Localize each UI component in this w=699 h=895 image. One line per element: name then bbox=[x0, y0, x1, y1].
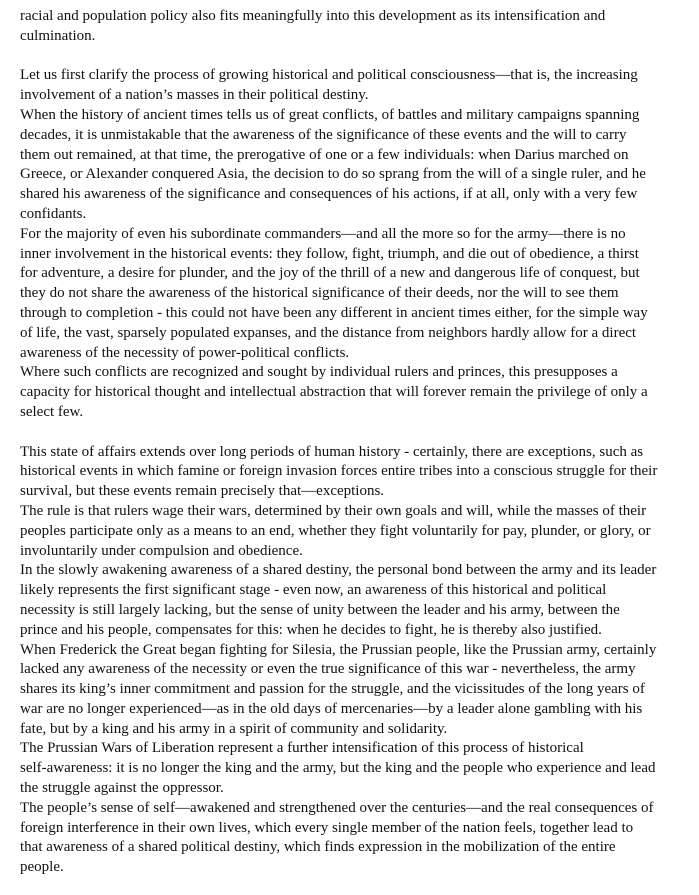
text-line: capacity for historical thought and intellectual abstraction that will forever remain the privilege of only a bbox=[20, 384, 648, 401]
text-line: The rule is that rulers wage their wars, determined by their own goals and will, while the masses of their bbox=[20, 502, 647, 519]
text-line: the struggle against the oppressor. bbox=[20, 780, 224, 797]
paragraph-8 bbox=[20, 561, 685, 640]
text-line: historical events in which famine or foreign invasion forces entire tribes into a conscious struggle for their bbox=[20, 463, 658, 480]
paragraph-10 bbox=[20, 739, 685, 798]
text-line: Let us first clarify the process of growing historical and political consciousness—that is, the increasing bbox=[20, 67, 638, 84]
text-line: racial and population policy also fits meaningfully into this development as its intensification and bbox=[20, 8, 606, 24]
text-line: select few. bbox=[20, 403, 84, 420]
text-line: When Frederick the Great began fighting for Silesia, the Prussian people, like the Prussian army, certainly bbox=[20, 641, 657, 658]
text-line: them out remained, at that time, the prerogative of one or a few individuals: when Darius marched on bbox=[20, 146, 629, 163]
text-line: fate, but by a king and his army in a spirit of community and solidarity. bbox=[20, 720, 448, 737]
text-line: through to completion - this could not have been any different in ancient times either, for the simple way bbox=[20, 304, 648, 321]
text-line: war are no longer experienced—as in the old days of mercenaries—by a leader alone gambling with his bbox=[20, 700, 643, 717]
paragraph-1 bbox=[20, 7, 685, 47]
text-line: shares its king’s inner commitment and passion for the struggle, and the vicissitudes of the long years of bbox=[20, 681, 645, 698]
paragraph-7 bbox=[20, 502, 685, 561]
paragraph-2 bbox=[20, 66, 685, 106]
text-line: Greece, or Alexander conquered Asia, the decision to do so sprang from the will of a single ruler, and he bbox=[20, 166, 646, 183]
text-line: For the majority of even his subordinate commanders—and all the more so for the army—there is no bbox=[20, 225, 626, 242]
paragraph-11 bbox=[20, 799, 685, 878]
text-line: Where such conflicts are recognized and sought by individual rulers and princes, this presupposes a bbox=[20, 364, 618, 381]
text-line: shared his awareness of the significance and consequences of his actions, if at all, only with a very few bbox=[20, 186, 638, 203]
text-line: When the history of ancient times tells us of great conflicts, of battles and military campaigns spanning bbox=[20, 106, 640, 123]
text-line: survival, but these events remain precisely that—exceptions. bbox=[20, 483, 385, 500]
text-line: awareness of the necessity of power-political conflicts. bbox=[20, 344, 350, 361]
paragraph-3 bbox=[20, 106, 685, 225]
document-body bbox=[20, 7, 685, 878]
paragraph-spacer bbox=[20, 423, 685, 443]
text-line: for adventure, a desire for plunder, and the joy of the thrill of a new and dangerous life of conquest, but bbox=[20, 265, 640, 282]
text-line: peoples participate only as a means to an end, whether they fight voluntarily for pay, plunder, or glory, or bbox=[20, 522, 651, 539]
text-line: they do not share the awareness of the historical significance of their deeds, nor the will to see them bbox=[20, 285, 619, 302]
text-line: prince and his people, compensates for this: when he decides to fight, he is thereby also justified. bbox=[20, 621, 602, 638]
paragraph-4 bbox=[20, 225, 685, 364]
text-line: The people’s sense of self—awakened and strengthened over the centuries—and the real consequences of bbox=[20, 799, 654, 816]
text-line: In the slowly awakening awareness of a shared destiny, the personal bond between the army and its leader bbox=[20, 562, 657, 579]
text-line: of life, the vast, sparsely populated expanses, and the distance from neighbors hardly allow for a direct bbox=[20, 324, 637, 341]
text-line: people. bbox=[20, 859, 64, 876]
text-line: culmination. bbox=[20, 27, 96, 44]
paragraph-5 bbox=[20, 363, 685, 422]
text-line: necessity is still largely lacking, but the sense of unity between the leader and his army, between the bbox=[20, 601, 620, 618]
paragraph-spacer bbox=[20, 47, 685, 67]
text-line: involuntarily under compulsion and obedience. bbox=[20, 542, 303, 559]
text-line: that awareness of a shared political destiny, which finds expression in the mobilization of the entire bbox=[20, 839, 616, 856]
text-line: self-awareness: it is no longer the king and the army, but the king and the people who experience and lead bbox=[20, 760, 656, 777]
text-line: inner involvement in the historical events: they follow, fight, triumph, and die out of obedience, a thirst bbox=[20, 245, 639, 262]
text-line: This state of affairs extends over long periods of human history - certainly, there are exceptions, such as bbox=[20, 443, 644, 460]
paragraph-9 bbox=[20, 641, 685, 740]
text-line: The Prussian Wars of Liberation represent a further intensification of this process of historical bbox=[20, 740, 584, 757]
text-line: confidants. bbox=[20, 205, 87, 222]
text-line: lacked any awareness of the necessity or even the true significance of this war - nevertheless, the army bbox=[20, 661, 636, 678]
text-line: involvement of a nation’s masses in their political destiny. bbox=[20, 87, 369, 104]
text-line: likely represents the first significant stage - even now, an awareness of this historical and political bbox=[20, 582, 607, 599]
text-line: foreign interference in their own lives, which every single member of the nation feels, together lead to bbox=[20, 819, 634, 836]
text-line: decades, it is unmistakable that the awareness of the significance of these events and the will to carry bbox=[20, 126, 627, 143]
paragraph-6 bbox=[20, 443, 685, 502]
